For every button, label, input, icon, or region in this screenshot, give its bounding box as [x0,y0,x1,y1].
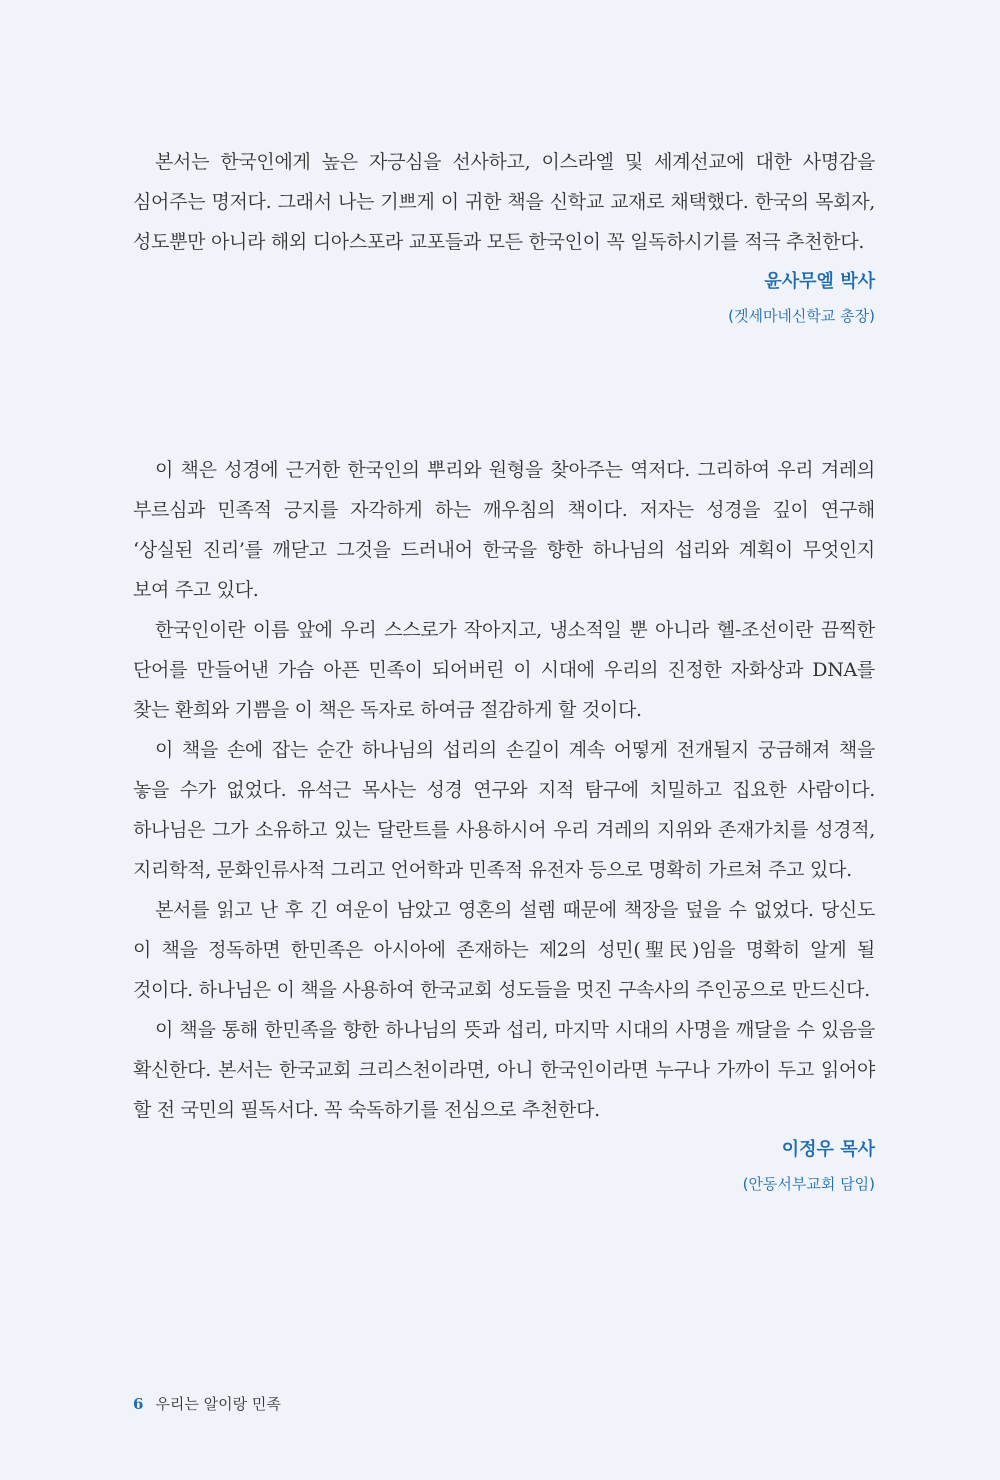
endorsement-signature [133,268,875,328]
page-footer [133,1394,281,1414]
endorsement-2 [133,450,875,1196]
endorsement-paragraph: 본서는 한국인에게 높은 자긍심을 선사하고, 이스라엘 및 세계선교에 대한 사명감을 심어주는 명저다. 그래서 나는 기쁘게 이 귀한 책을 신학교 교재로 채택했다. 한국의 목회자, 성도뿐만 아니라 해외 디아스포라 교포들과 모든 한국인이 꼭 일독하시기를 적극 추천한다. [133,151,875,253]
running-book-title: 우리는 알이랑 민족 [155,1395,281,1413]
endorsement-paragraph: 이 책을 통해 한민족을 향한 하나님의 뜻과 섭리, 마지막 시대의 사명을 깨달을 수 있음을 확신한다. 본서는 한국교회 크리스천이라면, 아니 한국인이라면 누구나 가까이 두고 읽어야 할 전 국민의 필독서다. 꼭 숙독하기를 전심으로 추천한다. [133,1019,875,1121]
endorsement-paragraph: 한국인이란 이름 앞에 우리 스스로가 작아지고, 냉소적일 뿐 아니라 헬-조선이란 끔찍한 단어를 만들어낸 가슴 아픈 민족이 되어버린 이 시대에 우리의 진정한 자화상과 DNA를 찾는 환희와 기쁨을 이 책은 독자로 하여금 절감하게 할 것이다. [133,619,875,721]
endorser-title: (안동서부교회 담임) [742,1175,875,1193]
endorsement-1 [133,142,875,328]
endorsement-paragraph: 이 책을 손에 잡는 순간 하나님의 섭리의 손길이 계속 어떻게 전개될지 궁금해져 책을 놓을 수가 없었다. 유석근 목사는 성경 연구와 지적 탐구에 치밀하고 집요한 사람이다. 하나님은 그가 소유하고 있는 달란트를 사용하시어 우리 겨레의 지위와 존재가치를 성경적, 지리학적, 문화인류사적 그리고 언어학과 민족적 유전자 등으로 명확히 가르쳐 주고 있다. [133,739,875,881]
endorsement-paragraph: 이 책은 성경에 근거한 한국인의 뿌리와 원형을 찾아주는 역저다. 그리하여 우리 겨레의 부르심과 민족적 긍지를 자각하게 하는 깨우침의 책이다. 저자는 성경을 깊이 연구해 ‘상실된 진리’를 깨닫고 그것을 드러내어 한국을 향한 하나님의 섭리와 계획이 무엇인지 보여 주고 있다. [133,459,875,601]
endorser-name: 윤사무엘 박사 [764,271,875,292]
endorser-title: (겟세마네신학교 총장) [728,307,875,325]
endorser-name: 이정우 목사 [781,1139,875,1160]
endorsement-signature [133,1136,875,1196]
page-number: 6 [133,1395,144,1413]
endorsement-paragraph: 본서를 읽고 난 후 긴 여운이 남았고 영혼의 설렘 때문에 책장을 덮을 수 없었다. 당신도 이 책을 정독하면 한민족은 아시아에 존재하는 제2의 성민(聖民)임을 명확히 알게 될 것이다. 하나님은 이 책을 사용하여 한국교회 성도들을 멋진 구속사의 주인공으로 만드신다. [133,899,875,1001]
